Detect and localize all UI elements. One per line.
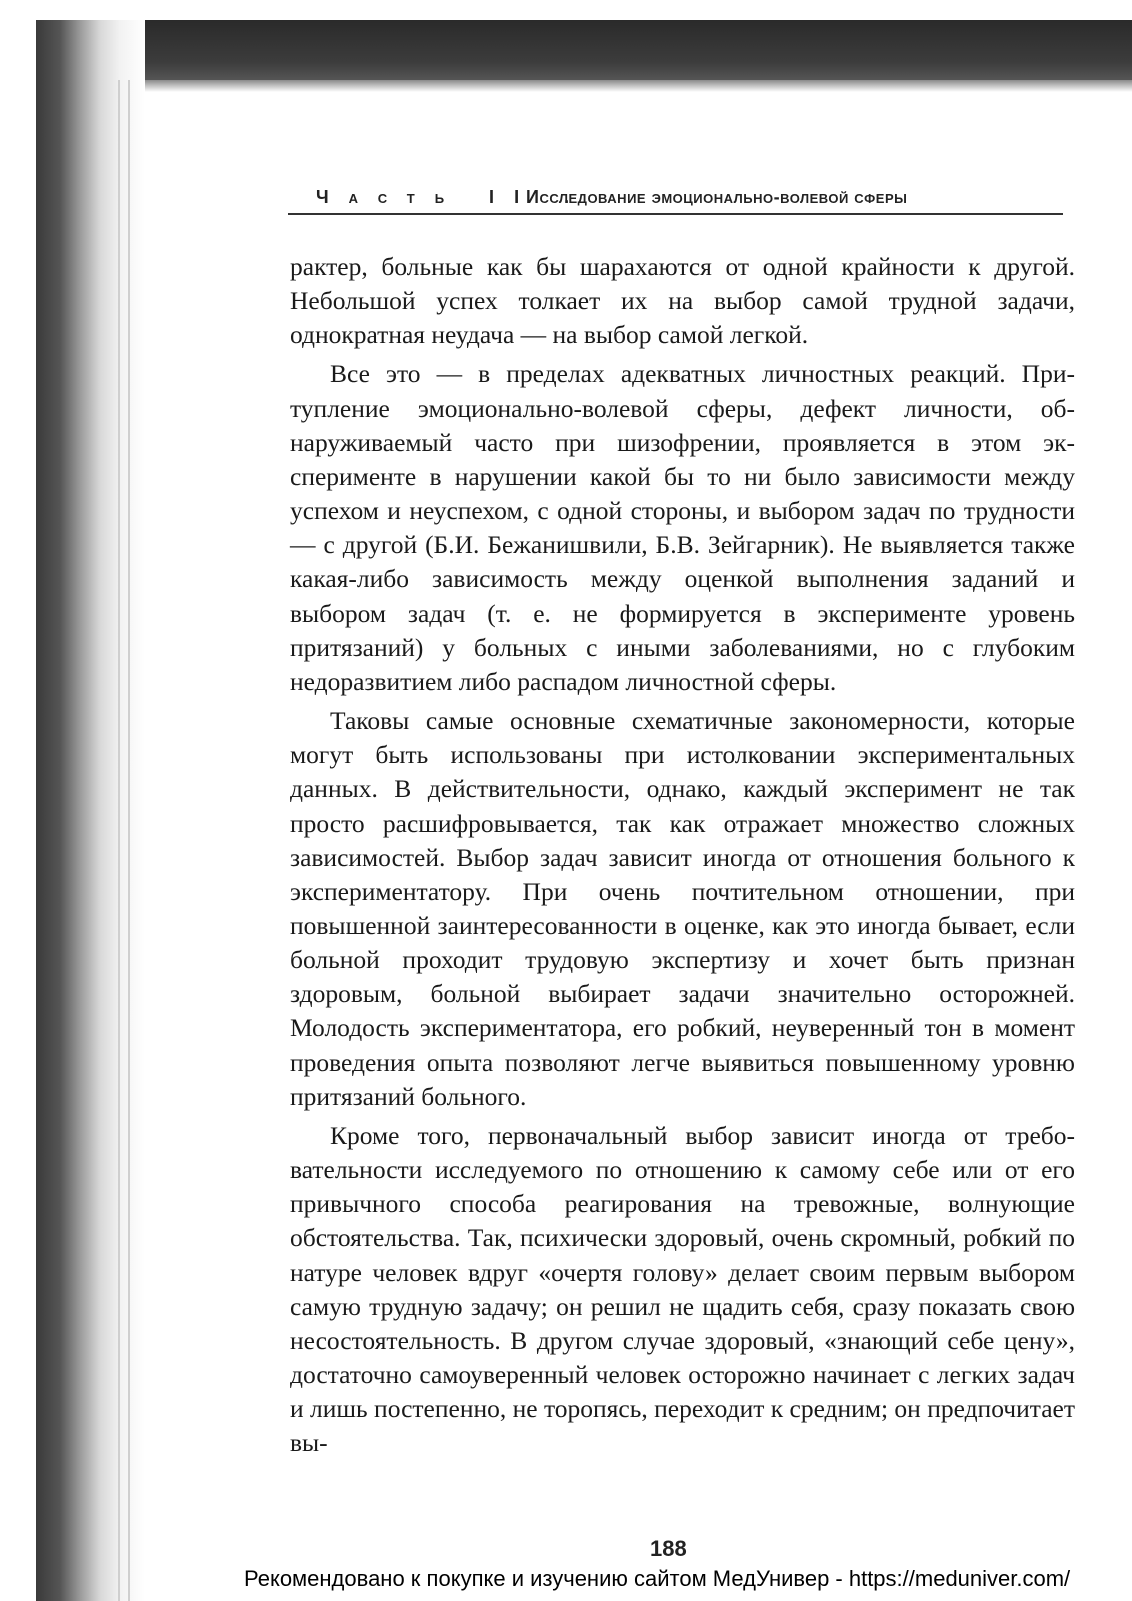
binding-line (128, 80, 130, 1601)
paragraph-continuation: рактер, больные как бы шарахаются от одной крайности к другой. Небольшой успех толкает их на выбор самой трудной задачи, однократная неудача — на выбор самой легкой. (290, 252, 1075, 350)
running-head-title: Исследование эмоционально-волевой сферы (526, 187, 908, 207)
running-head (288, 183, 1063, 217)
page-number: 188 (650, 1536, 687, 1561)
scan-top-fade (36, 80, 1132, 92)
running-head-part: Часть II . (316, 187, 590, 207)
paragraph: Все это — в пределах адекватных личностных реакций. Притупление эмоционально-волевой сферы, дефект личности, обнаруживаемый часто при шизофрении, проявляется в этом эксперименте в нарушении какой бы то ни было зависимости между успехом и неуспехом, с одной стороны, и выбором задач по трудности — с другой (Б.И. Бежанишвили, Б.В. Зейгарник). Не выявляется также какая-либо зависимость между оценкой выполнения заданий и выбором задач (т. е. не формируется в эксперименте уровень притязаний) у больных с иными заболеваниями, но с глубоким недоразвитием либо распадом личностной сферы. (290, 359, 1075, 696)
scan-top-shadow (36, 20, 1132, 80)
footer-watermark: Рекомендовано к покупке и изучению сайтом МедУнивер - https://meduniver.com/ (244, 1566, 1071, 1591)
paragraph: Таковы самые основные схематичные закономерности, которые могут быть использованы при истолковании экспериментальных данных. В действительности, однако, каждый эксперимент не так просто расшифровывается, так как отражает множество сложных зависимостей. Выбор задач зависит иногда от отношения больного к экспериментатору. При очень почтительном отношении, при повышенной заинтересованности в оценке, как это иногда бывает, если больной проходит трудовую экспертизу и хочет быть признан здоровым, больной выбирает задачи значительно осторожней. Молодость экспериментатора, его робкий, неуверенный тон в момент проведения опыта позволяют легче выявиться повышенному уровню притязаний больного. (290, 706, 1075, 1111)
binding-line (118, 80, 120, 1601)
paragraph: Кроме того, первоначальный выбор зависит иногда от требовательности исследуемого по отношению к самому себе или от его привычного способа реагирования на тревожные, волнующие обстоятельства. Так, психически здоровый, очень скромный, робкий по натуре человек вдруг «очертя голову» делает своим первым выбором самую трудную задачу; он решил не щадить себя, сразу показать свою несостоятельность. В другом случае здоровый, «знающий себе цену», достаточно самоуверенный человек осторожно начинает с легких задач и лишь постепенно, не торопясь, переходит к средним; он предпочитает вы- (290, 1120, 1075, 1458)
book-binding-shadow (0, 20, 145, 1601)
body-text (290, 250, 1075, 1460)
header-rule (288, 213, 1063, 215)
